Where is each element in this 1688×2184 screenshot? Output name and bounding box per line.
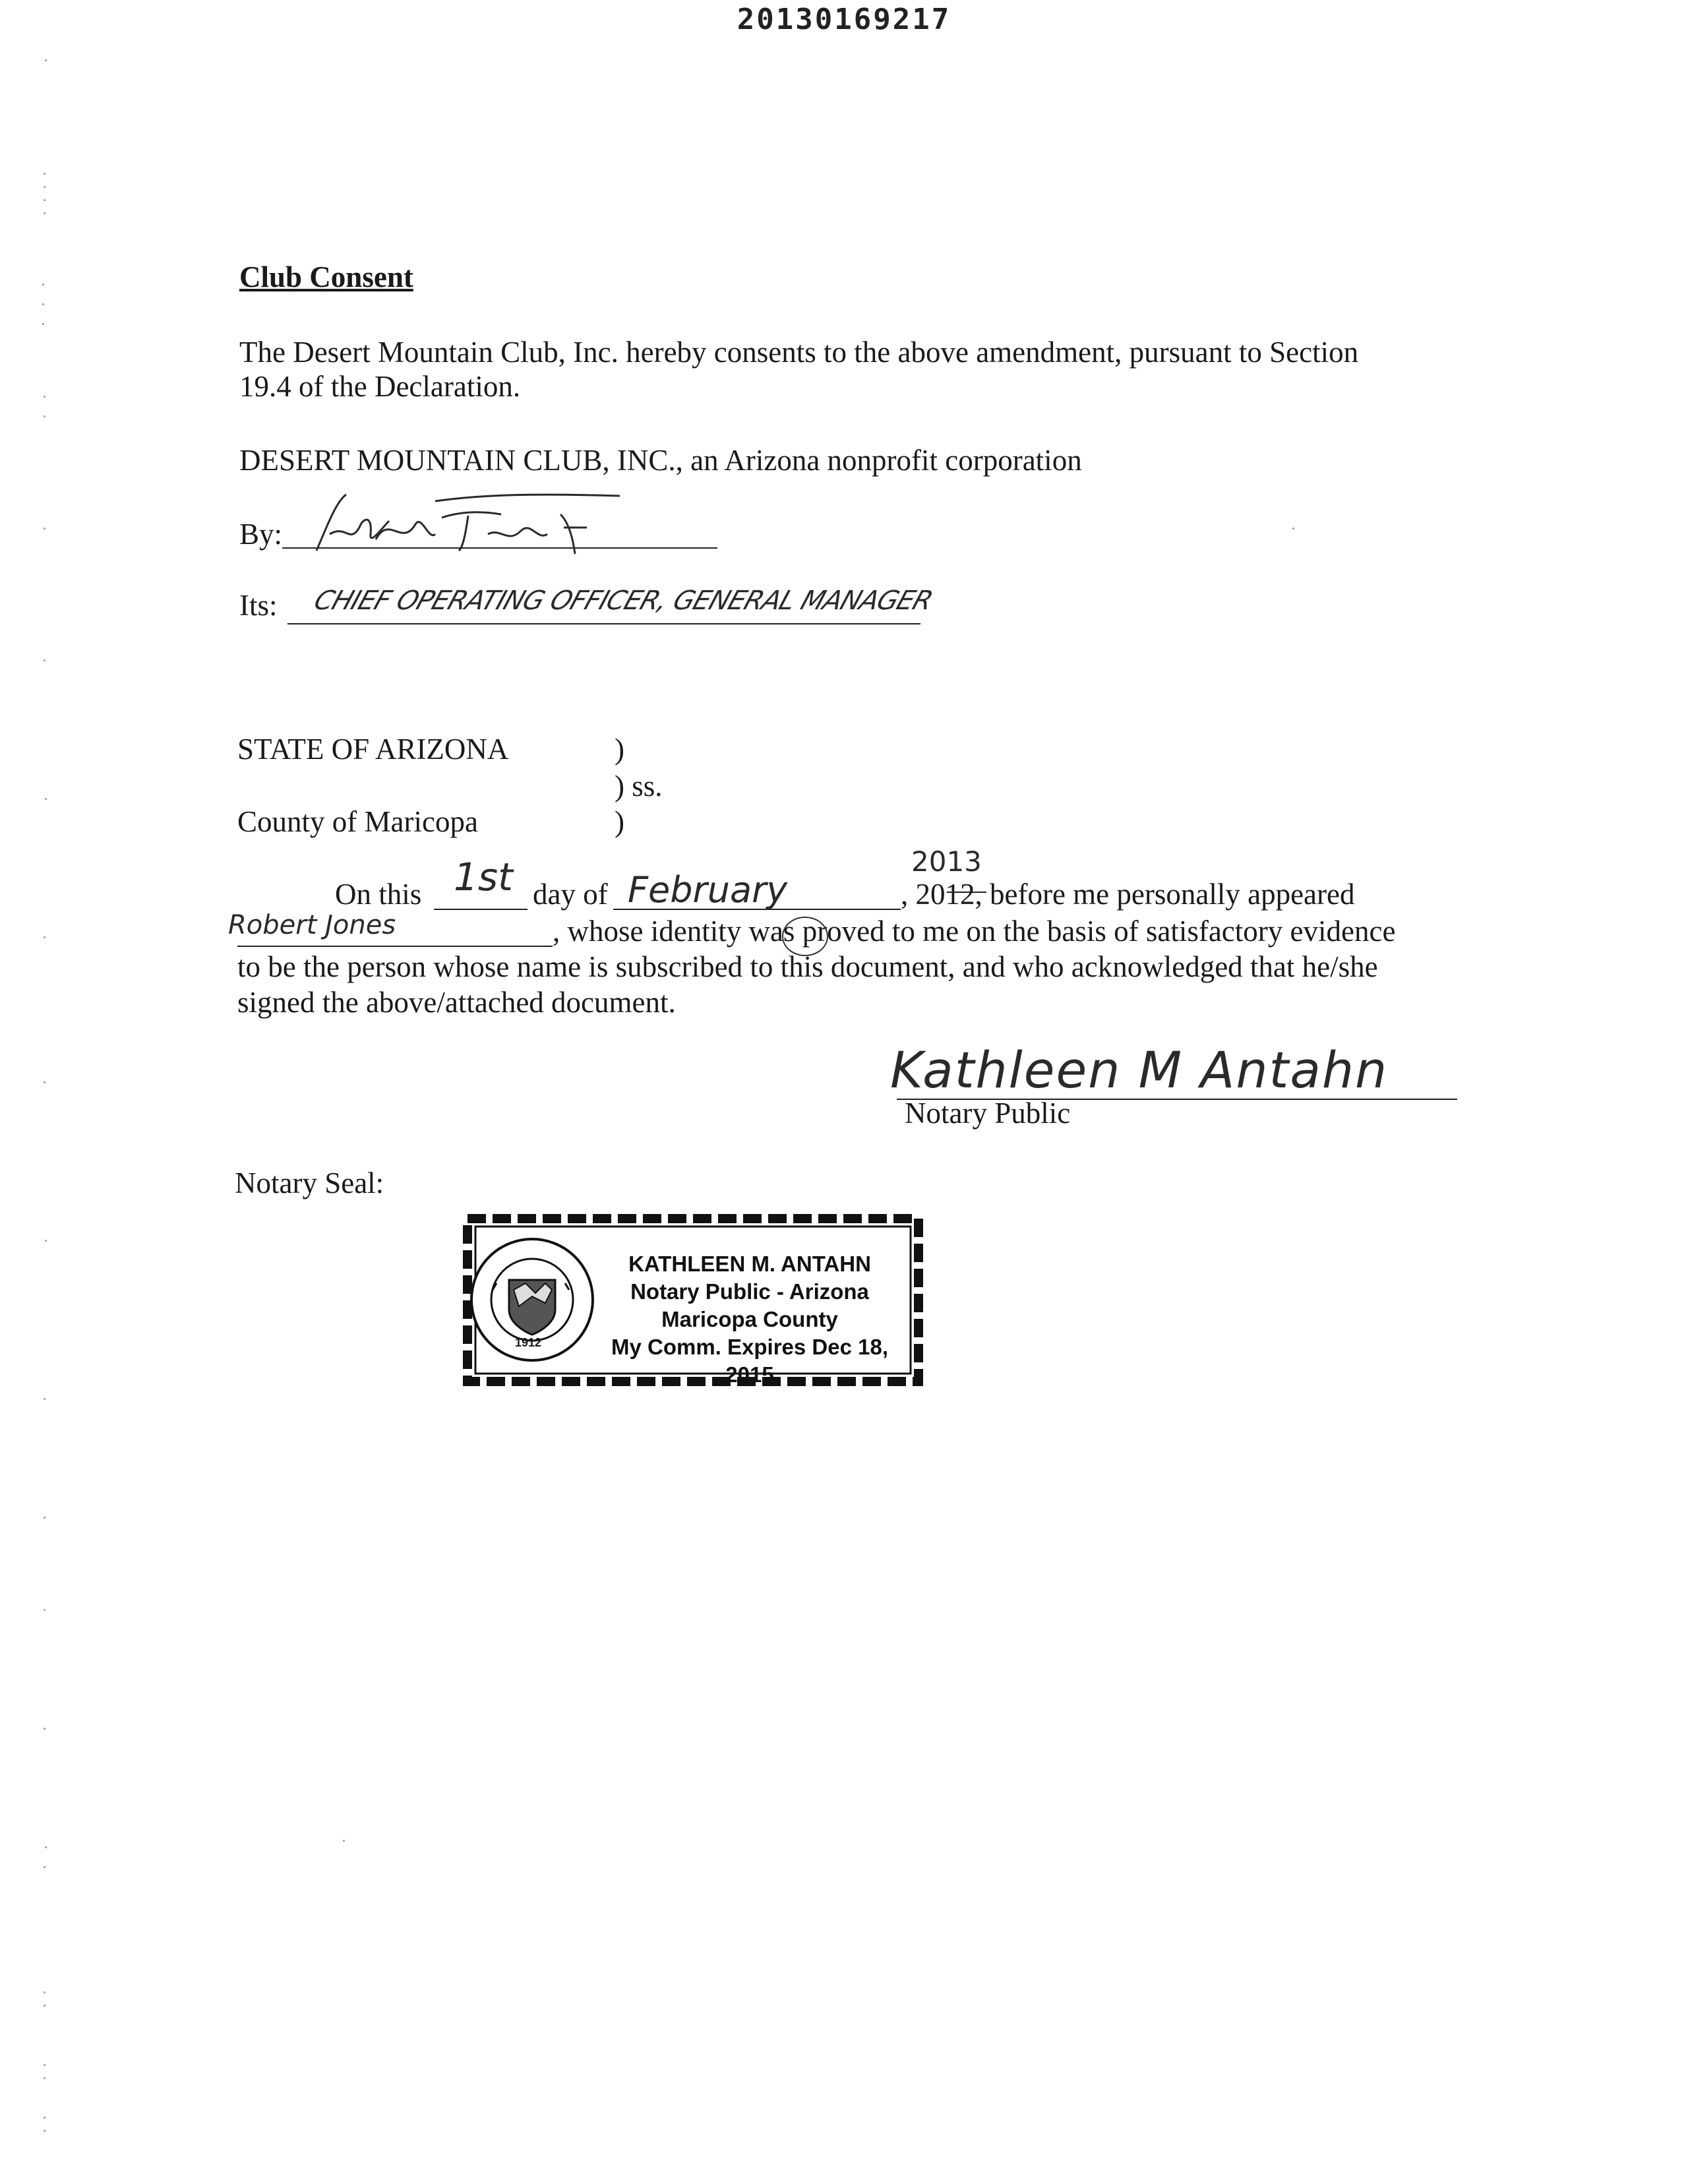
its-label: Its:: [239, 589, 278, 622]
ack-line2: , whose identity was proved to me on the basis of satisfactory evidence: [553, 915, 1396, 948]
seal-year: 1912: [515, 1336, 542, 1349]
ack-on-this: On this: [335, 878, 422, 911]
ack-name-line: [237, 946, 553, 947]
stamp-expiry: My Comm. Expires Dec 18, 2015: [611, 1335, 888, 1387]
stamp-county: Maricopa County: [661, 1307, 838, 1331]
stamp-notary-title: Notary Public - Arizona: [630, 1279, 869, 1304]
ack-day-of: day of: [533, 878, 608, 911]
by-signature-scribble: [310, 488, 626, 561]
section-title: Club Consent: [239, 260, 413, 293]
document-number: 20130169217: [737, 3, 951, 36]
venue-state: STATE OF ARIZONA: [237, 733, 509, 766]
consent-paragraph-line2: 19.4 of the Declaration.: [239, 370, 521, 403]
venue-county: County of Maricopa: [237, 805, 478, 838]
notary-stamp: [460, 1211, 926, 1389]
ack-line4: signed the above/attached document.: [237, 986, 676, 1019]
ack-name-handwritten: Robert Jones: [228, 910, 396, 940]
stamp-text-block: [585, 1250, 915, 1389]
venue-paren-3: ): [615, 805, 624, 838]
ack-day-handwritten: 1st: [454, 855, 513, 899]
its-handwritten-title: CHIEF OPERATING OFFICER, GENERAL MANAGER: [310, 586, 936, 616]
ack-line3: to be the person whose name is subscribed to this document, and who acknowledged that he/she: [237, 950, 1378, 983]
ack-year-printed: , 2012, before me personally appeared: [901, 878, 1355, 911]
ack-year-correction: 2013: [911, 845, 982, 878]
entity-name: DESERT MOUNTAIN CLUB, INC., an Arizona nonprofit corporation: [239, 444, 1082, 477]
notary-public-label: Notary Public: [905, 1097, 1071, 1130]
venue-paren-1: ): [615, 733, 624, 766]
by-label: By:: [239, 518, 283, 551]
notary-signature: Kathleen M Antahn: [890, 1041, 1389, 1099]
stamp-notary-name: KATHLEEN M. ANTAHN: [628, 1252, 871, 1276]
ack-month-handwritten: February: [628, 869, 788, 911]
ack-day-line: [434, 909, 528, 910]
notary-seal-label: Notary Seal:: [235, 1167, 384, 1199]
consent-paragraph-line1: The Desert Mountain Club, Inc. hereby consents to the above amendment, pursuant to Section: [239, 336, 1359, 369]
venue-ss: ) ss.: [615, 770, 663, 803]
its-line: [287, 623, 920, 624]
ack-year-strike: [947, 892, 986, 893]
